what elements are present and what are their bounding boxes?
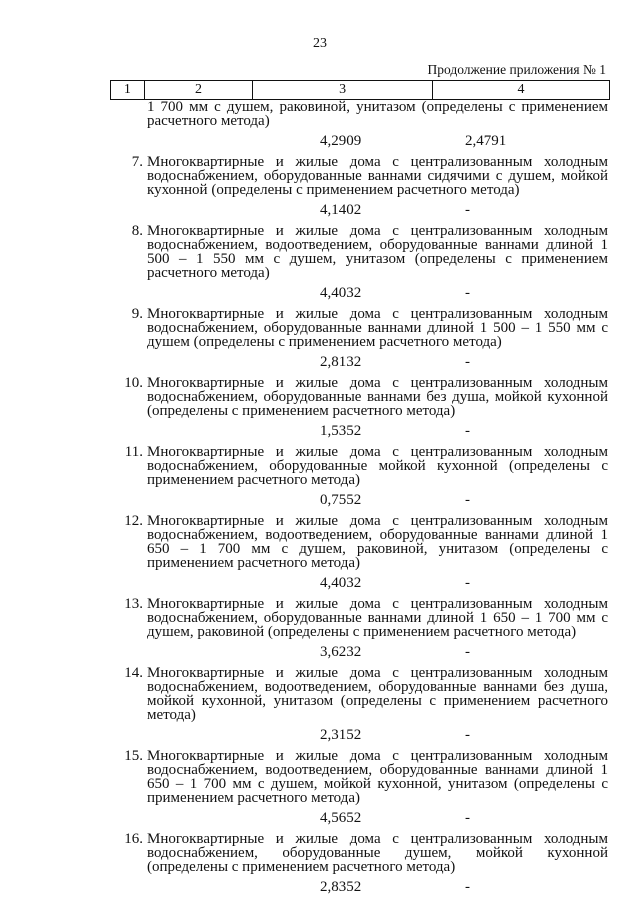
row-description: Многоквартирные и жилые дома с централизованным холодным водоснабжением, оборудованные ваннами длиной 1 650 – 1 700 мм с душем, раковиной (определены с применением расчетного метода) [147,596,608,640]
row-number: 9. [131,306,143,322]
table-header [110,80,610,100]
row-value-col4: - [465,726,470,743]
row-number [110,100,147,128]
row-description: Многоквартирные и жилые дома с централизованным холодным водоснабжением, водоотведением, оборудованные ваннами длиной 1 650 – 1 700 мм с душем, мойкой кухонной, унитазом (определены с применением расчетного метода) [147,748,608,806]
row-value-col3: 2,3152 [320,726,362,743]
table-row [110,445,608,510]
row-description: Многоквартирные и жилые дома с централизованным холодным водоснабжением, оборудованные ваннами без душа, мойкой кухонной (определены с применением расчетного метода) [147,375,608,419]
table-row [110,307,608,372]
table-row [110,376,608,441]
row-number: 13. [124,596,143,612]
row-value-col3: 0,7552 [320,491,362,508]
row-description: Многоквартирные и жилые дома с централизованным холодным водоснабжением, водоотведением, оборудованные ваннами длиной 1 500 – 1 550 мм с душем, унитазом (определены с применением расчетного метода) [147,223,608,281]
page-number: 23 [313,36,327,51]
row-number: 11. [124,444,143,460]
row-description: Многоквартирные и жилые дома с централизованным холодным водоснабжением, оборудованные мойкой кухонной (определены с применением расчетного метода) [147,444,608,488]
row-value-col3: 4,4032 [320,574,362,591]
row-number: 7. [131,154,143,170]
header-col-4: 4 [517,82,525,97]
row-value-col4: - [465,201,470,218]
row-value-col4: - [465,284,470,301]
row-value-col3: 1,5352 [320,422,362,439]
row-number: 10. [124,375,143,391]
row-value-col3: 4,2909 [320,132,362,149]
table-row [110,514,608,593]
row-value-col3: 4,5652 [320,809,362,826]
row-value-col4: - [465,643,470,660]
row-value-col3: 4,1402 [320,201,362,218]
row-value-col3: 3,6232 [320,643,362,660]
row-value-col4: - [465,422,470,439]
table-row [110,155,608,220]
row-value-col4: - [465,809,470,826]
row-number: 12. [124,513,143,529]
row-value-col4: - [465,353,470,370]
row-value-col4: - [465,491,470,508]
row-description: Многоквартирные и жилые дома с централизованным холодным водоснабжением, оборудованные ваннами длиной 1 500 – 1 550 мм с душем (определены с применением расчетного метода) [147,306,608,350]
table-row [110,100,608,151]
row-value-col4: - [465,878,470,895]
row-description: Многоквартирные и жилые дома с централизованным холодным водоснабжением, оборудованные ваннами сидячими с душем, мойкой кухонной (определены с применением расчетного метода) [147,154,608,198]
appendix-continuation-note: Продолжение приложения № 1 [427,62,606,77]
table-row [110,832,608,897]
row-value-col3: 2,8132 [320,353,362,370]
row-description: 1 700 мм с душем, раковиной, унитазом (определены с применением расчетного метода) [147,99,608,129]
header-col-1: 1 [111,81,145,99]
table-row [110,666,608,745]
row-description: Многоквартирные и жилые дома с централизованным холодным водоснабжением, оборудованные душем, мойкой кухонной (определены с применением расчетного метода) [147,831,608,875]
row-number: 16. [124,831,143,847]
table-row [110,224,608,303]
row-number: 8. [131,223,143,239]
table-body [110,100,608,901]
row-description: Многоквартирные и жилые дома с централизованным холодным водоснабжением, водоотведением, оборудованные ваннами без душа, мойкой кухонной, унитазом (определены с применением расчетного метода) [147,665,608,723]
header-col-2: 2 [145,81,253,99]
table-row [110,597,608,662]
header-col-3: 3 [253,81,433,99]
row-number: 14. [124,665,143,681]
row-value-col4: 2,4791 [465,132,507,149]
table-row [110,749,608,828]
row-description: Многоквартирные и жилые дома с централизованным холодным водоснабжением, водоотведением, оборудованные ваннами длиной 1 650 – 1 700 мм с душем, раковиной, унитазом (определены с применением расчетного метода) [147,513,608,571]
row-value-col3: 4,4032 [320,284,362,301]
row-value-col4: - [465,574,470,591]
row-value-col3: 2,8352 [320,878,362,895]
row-number: 15. [124,748,143,764]
